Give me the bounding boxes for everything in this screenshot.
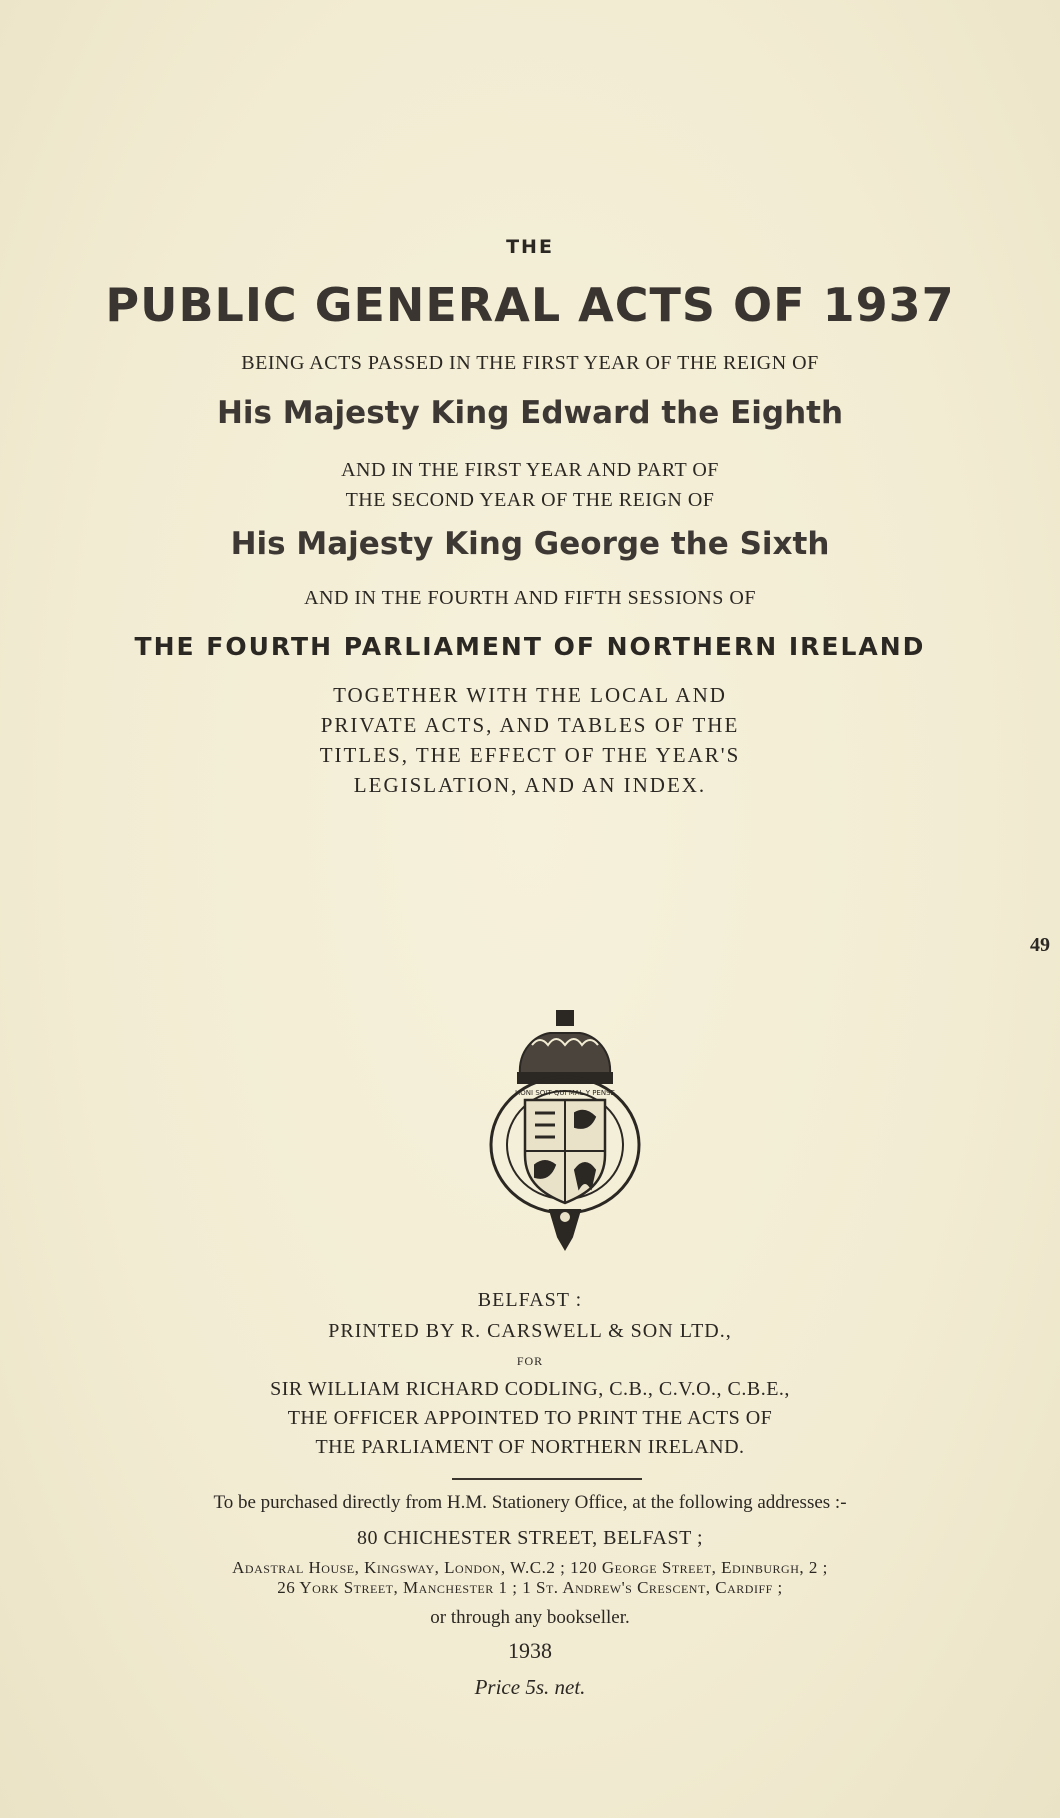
other-addresses [0,1558,1060,1598]
price-line: Price 5s. net. [474,1675,586,1699]
garter-motto: HONI SOIT QUI MAL Y PENSE [515,1089,615,1097]
king-edward-line: His Majesty King Edward the Eighth [216,395,844,431]
officer-block [0,1375,1060,1462]
address-line: 26 York Street, Manchester 1 ; 1 St. Andrew's Crescent, Cardiff ; [277,1578,783,1597]
officer-line: THE OFFICER APPOINTED TO PRINT THE ACTS OF [287,1407,773,1429]
reign-line-1b: THE SECOND YEAR OF THE REIGN OF [345,489,715,511]
parliament-heading: THE FOURTH PARLIAMENT OF NORTHERN IRELAND [134,632,926,661]
imprint-city: BELFAST : [477,1289,583,1311]
officer-line: SIR WILLIAM RICHARD CODLING, C.B., C.V.O., C.B.E., [270,1378,790,1400]
printer-line: PRINTED BY R. CARSWELL & SON LTD., [328,1320,732,1342]
king-george-line: His Majesty King George the Sixth [230,526,830,562]
divider-rule [452,1478,642,1480]
publication-year: 1938 [508,1638,552,1663]
belfast-address: 80 CHICHESTER STREET, BELFAST ; [356,1527,704,1549]
contents-line: LEGISLATION, AND AN INDEX. [353,773,707,797]
contents-line: TOGETHER WITH THE LOCAL AND [333,683,727,707]
reign-line-1a: AND IN THE FIRST YEAR AND PART OF [341,459,719,481]
title-the: THE [506,236,554,258]
contents-line: PRIVATE ACTS, AND TABLES OF THE [320,713,740,737]
reign-line-1 [0,455,1060,515]
sessions-line: AND IN THE FOURTH AND FIFTH SESSIONS OF [304,587,756,609]
purchase-intro: To be purchased directly from H.M. Stationery Office, at the following addresses :- [213,1492,847,1513]
imprint-for: FOR [516,1354,544,1368]
officer-line: THE PARLIAMENT OF NORTHERN IRELAND. [315,1436,745,1458]
royal-coat-of-arms-icon [480,1005,650,1255]
contents-description [0,680,1060,800]
margin-page-number: 49 [1030,934,1050,956]
bookseller-line: or through any bookseller. [430,1607,630,1628]
address-line: Adastral House, Kingsway, London, W.C.2 ; 120 George Street, Edinburgh, 2 ; [232,1558,828,1577]
main-title: PUBLIC GENERAL ACTS OF 1937 [105,278,955,332]
contents-line: TITLES, THE EFFECT OF THE YEAR'S [319,743,741,767]
being-line: BEING ACTS PASSED IN THE FIRST YEAR OF THE REIGN OF [241,352,819,374]
